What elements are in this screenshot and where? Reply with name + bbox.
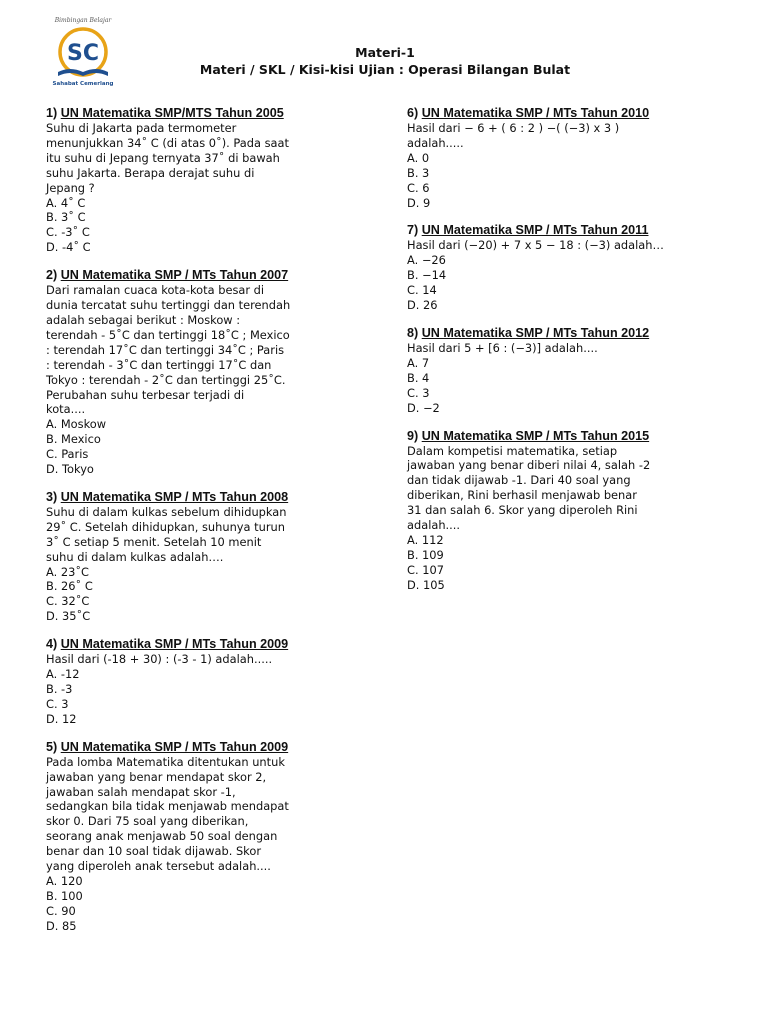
question-heading: UN Matematika SMP / MTs Tahun 2010 bbox=[421, 106, 650, 120]
header-title: Materi-1 bbox=[355, 45, 415, 60]
answer-option: B. 109 bbox=[407, 547, 444, 562]
question-number: 1) bbox=[46, 106, 58, 120]
question-text: Hasil dari − 6 + ( 6 : 2 ) −( (−3) x 3 ) adalah..... bbox=[407, 121, 620, 150]
question-number: 7) bbox=[407, 223, 419, 238]
question-heading: UN Matematika SMP / MTs Tahun 2009 bbox=[60, 637, 289, 652]
logo-top-text: Bimbingan Belajar bbox=[54, 17, 112, 24]
question-8 bbox=[407, 326, 727, 416]
book-icon bbox=[58, 69, 108, 76]
answer-option: D. 105 bbox=[407, 577, 445, 592]
answer-option: C. 14 bbox=[407, 283, 437, 298]
question-title bbox=[407, 223, 727, 238]
question-3 bbox=[46, 490, 366, 624]
answer-option: C. Paris bbox=[46, 447, 89, 462]
question-title bbox=[407, 106, 727, 121]
question-heading: UN Matematika SMP / MTs Tahun 2008 bbox=[60, 489, 289, 504]
answer-option: A. 23˚C bbox=[46, 564, 89, 579]
logo-emblem bbox=[44, 14, 122, 88]
document-header bbox=[130, 44, 640, 78]
answer-option: D. 26 bbox=[407, 298, 438, 313]
answer-option: C. 6 bbox=[407, 180, 430, 195]
question-heading: UN Matematika SMP/MTS Tahun 2005 bbox=[60, 106, 284, 120]
answer-option: D. −2 bbox=[407, 400, 440, 415]
question-2 bbox=[46, 268, 366, 477]
question-title bbox=[46, 490, 366, 505]
logo-initials: SC bbox=[67, 41, 99, 66]
question-text: Hasil dari (-18 + 30) : (-3 - 1) adalah..... bbox=[46, 652, 273, 667]
question-heading: UN Matematika SMP / MTs Tahun 2009 bbox=[60, 739, 289, 754]
answer-option: B. 100 bbox=[46, 888, 83, 903]
question-text: Dalam kompetisi matematika, setiap jawaban yang benar diberi nilai 4, salah -2 dan tidak dijawab -1. Dari 40 soal yang diberikan, Rini berhasil menjawab benar 31 dan salah 6. Skor yang diperoleh Rini adalah.... bbox=[407, 443, 651, 533]
answer-option: D. 9 bbox=[407, 195, 431, 210]
answer-option: D. 85 bbox=[46, 918, 77, 933]
question-text: Hasil dari (−20) + 7 x 5 − 18 : (−3) adalah… bbox=[407, 238, 664, 253]
answer-option: A. −26 bbox=[407, 253, 446, 268]
answer-option: B. 3˚ C bbox=[46, 210, 86, 225]
answer-option: C. 90 bbox=[46, 903, 76, 918]
logo bbox=[44, 14, 122, 88]
answer-option: A. -12 bbox=[46, 667, 80, 682]
question-heading: UN Matematika SMP / MTs Tahun 2011 bbox=[421, 223, 649, 238]
answer-option: A. 0 bbox=[407, 150, 430, 165]
answer-option: C. 32˚C bbox=[46, 594, 90, 609]
question-number: 5) bbox=[46, 739, 58, 754]
question-title bbox=[46, 740, 366, 755]
answer-option: D. 35˚C bbox=[46, 609, 91, 624]
question-title bbox=[46, 637, 366, 652]
question-6 bbox=[407, 106, 727, 210]
question-7 bbox=[407, 223, 727, 313]
left-column bbox=[46, 106, 366, 947]
question-heading: UN Matematika SMP / MTs Tahun 2015 bbox=[421, 428, 650, 443]
question-5 bbox=[46, 740, 366, 934]
answer-option: A. Moskow bbox=[46, 417, 107, 432]
logo-bottom-text: Sahabat Cemerlang bbox=[52, 81, 114, 87]
answer-option: C. 107 bbox=[407, 562, 444, 577]
answer-option: B. −14 bbox=[407, 268, 447, 283]
answer-option: D. 12 bbox=[46, 711, 77, 726]
question-title bbox=[46, 106, 366, 121]
answer-option: B. 3 bbox=[407, 165, 430, 180]
question-text: Suhu di dalam kulkas sebelum dihidupkan 29˚ C. Setelah dihidupkan, suhunya turun 3˚ C setiap 5 menit. Setelah 10 menit suhu di dalam kulkas adalah…. bbox=[46, 504, 287, 564]
question-title bbox=[407, 429, 727, 444]
question-heading: UN Matematika SMP / MTs Tahun 2007 bbox=[60, 268, 289, 283]
answer-option: C. -3˚ C bbox=[46, 225, 90, 240]
answer-option: C. 3 bbox=[407, 385, 430, 400]
answer-option: A. 7 bbox=[407, 355, 430, 370]
question-1 bbox=[46, 106, 366, 255]
answer-option: D. Tokyo bbox=[46, 462, 94, 477]
answer-option: B. Mexico bbox=[46, 432, 101, 447]
question-number: 6) bbox=[407, 106, 419, 120]
question-number: 2) bbox=[46, 268, 58, 283]
answer-option: C. 3 bbox=[46, 696, 69, 711]
answer-option: B. 4 bbox=[407, 370, 430, 385]
question-title bbox=[407, 326, 727, 341]
answer-option: A. 112 bbox=[407, 532, 444, 547]
question-text: Suhu di Jakarta pada termometer menunjukkan 34˚ C (di atas 0˚). Pada saat itu suhu di Jepang ternyata 37˚ di bawah suhu Jakarta. Berapa derajat suhu di Jepang ? bbox=[46, 121, 289, 195]
question-9 bbox=[407, 429, 727, 593]
question-number: 8) bbox=[407, 325, 419, 340]
answer-option: D. -4˚ C bbox=[46, 240, 91, 255]
answer-option: B. 26˚ C bbox=[46, 579, 93, 594]
answer-option: B. -3 bbox=[46, 682, 73, 696]
answer-option: A. 4˚ C bbox=[46, 195, 86, 210]
question-text: Dari ramalan cuaca kota-kota besar di dunia tercatat suhu tertinggi dan terendah adalah sebagai berikut : Moskow : terendah - 5˚C dan tertinggi 18˚C ; Mexico : terendah 17˚C dan tertinggi 34˚C ; Paris : terendah - 3˚C dan tertinggi 17˚C dan Tokyo : terendah - 2˚C dan tertinggi 25˚C. Perubahan suhu terbesar terjadi di kota.... bbox=[46, 283, 291, 417]
question-4 bbox=[46, 637, 366, 727]
question-heading: UN Matematika SMP / MTs Tahun 2012 bbox=[421, 325, 650, 340]
question-number: 4) bbox=[46, 637, 58, 652]
right-column bbox=[407, 106, 727, 606]
question-number: 3) bbox=[46, 489, 58, 504]
question-title bbox=[46, 268, 366, 283]
question-number: 9) bbox=[407, 428, 419, 443]
answer-option: A. 120 bbox=[46, 873, 83, 888]
question-text: Pada lomba Matematika ditentukan untuk jawaban yang benar mendapat skor 2, jawaban salah mendapat skor -1, sedangkan bila tidak menjawab mendapat skor 0. Dari 75 soal yang diberikan, seorang anak menjawab 50 soal dengan benar dan 10 soal tidak dijawab. Skor yang diperoleh anak tersebut adalah.... bbox=[46, 754, 289, 874]
question-text: Hasil dari 5 + [6 : (−3)] adalah.... bbox=[407, 340, 598, 355]
header-subtitle: Materi / SKL / Kisi-kisi Ujian : Operasi Bilangan Bulat bbox=[199, 62, 571, 77]
